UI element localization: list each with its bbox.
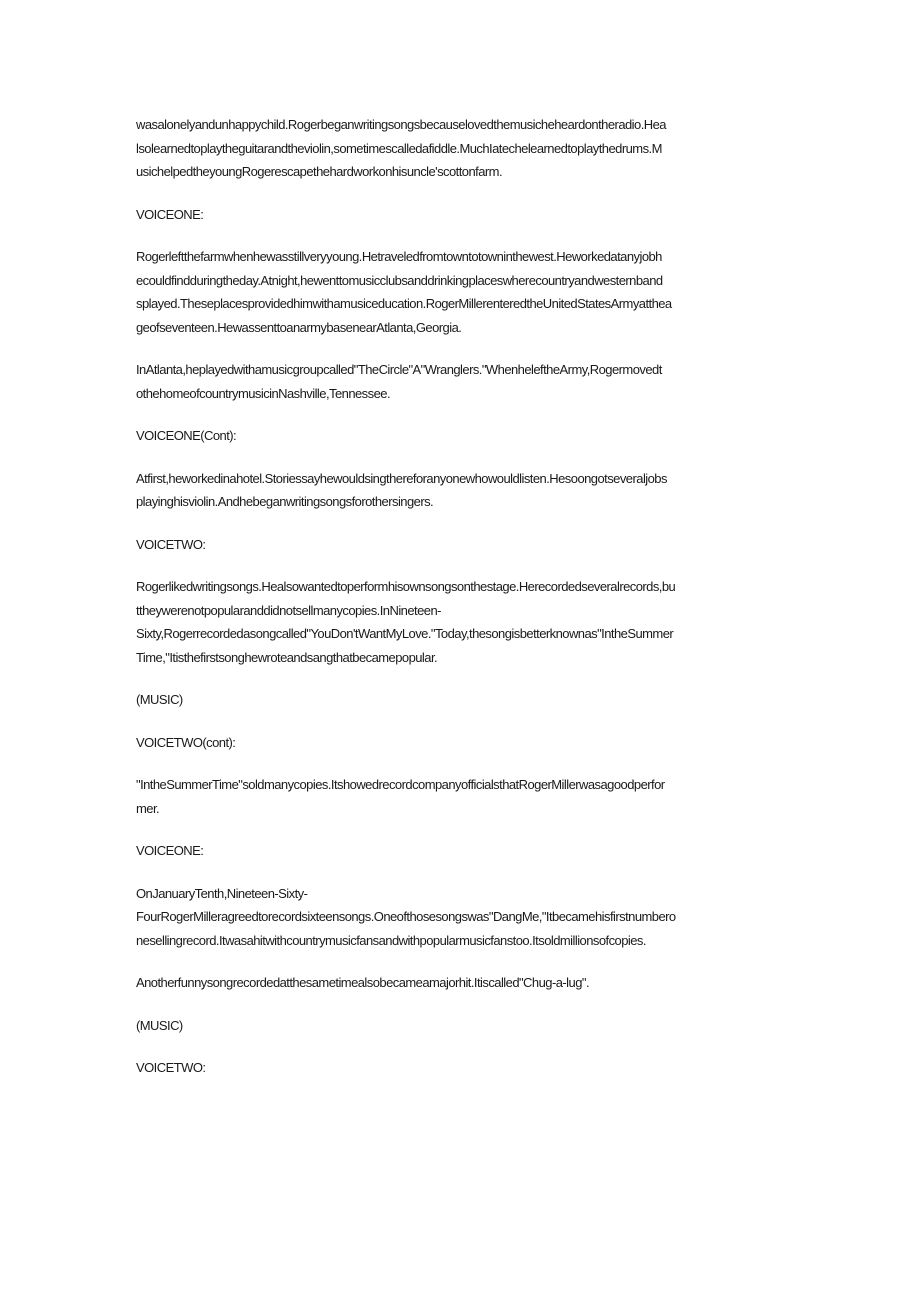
paragraph-body	[136, 575, 786, 669]
text-line: splayed.Theseplacesprovidedhimwithamusiceducation.RogerMillerenteredtheUnitedStatesArmyatthea	[136, 296, 672, 311]
paragraph-body	[136, 358, 786, 405]
text-line: wasalonelyandunhappychild.Rogerbeganwritingsongsbecauselovedthemusicheheardontheradio.Hea	[136, 117, 666, 132]
text-line: othehomeofcountrymusicinNashville,Tennessee.	[136, 385, 391, 401]
speaker-label	[136, 839, 786, 863]
stage-direction	[136, 1014, 786, 1038]
text-line: (MUSIC)	[136, 1017, 183, 1033]
text-line: Rogerleftthefarmwhenhewasstillveryyoung.Hetraveledfromtowntotowninthewest.Heworkedatanyjobh	[136, 249, 662, 264]
text-line: (MUSIC)	[136, 692, 183, 707]
text-line: Time,"Itisthefirstsonghewroteandsangthatbecamepopular.	[136, 649, 438, 665]
text-line: usichelpedtheyoungRogerescapethehardworkonhisuncle'scottonfarm.	[136, 164, 503, 179]
text-line: VOICETWO:	[136, 1060, 206, 1075]
text-line: Rogerlikedwritingsongs.Healsowantedtoperformhisownsongsonthestage.Herecordedseveralrecords,bu	[136, 579, 676, 594]
text-line: Sixty,Rogerrecordedasongcalled"YouDon'tWantMyLove."Today,thesongisbetterknownas"IntheSummer	[136, 626, 674, 641]
text-line: playinghisviolin.Andhebeganwritingsongsforothersingers.	[136, 494, 434, 509]
text-line: nesellingrecord.Itwasahitwithcountrymusicfansandwithpopularmusicfanstoo.Itsoldmillionsofcopies.	[136, 932, 646, 948]
text-line: VOICEONE:	[136, 206, 204, 222]
speaker-label	[136, 533, 786, 557]
text-line: ecouldfindduringtheday.Atnight,hewenttomusicclubsanddrinkingplaceswherecountryandwesternband	[136, 272, 663, 288]
speaker-label	[136, 203, 786, 227]
text-line: VOICEONE(Cont):	[136, 428, 237, 443]
text-line: Atfirst,heworkedinahotel.Storiessayhewouldsingthereforanyonewhowouldlisten.Hesoongotseveraljobs	[136, 470, 667, 486]
text-line: VOICETWO(cont):	[136, 734, 236, 750]
paragraph-body	[136, 245, 786, 339]
speaker-label	[136, 424, 786, 448]
text-line: VOICEONE:	[136, 843, 204, 858]
text-line: FourRogerMilleragreedtorecordsixteensongs.Oneofthosesongswas"DangMe,"Itbecamehisfirstnumbero	[136, 909, 676, 924]
document-body	[136, 113, 786, 1099]
paragraph-body	[136, 971, 786, 995]
paragraph-body	[136, 113, 786, 184]
text-line: ttheywerenotpopularanddidnotsellmanycopies.InNineteen-	[136, 602, 441, 618]
paragraph-body	[136, 773, 786, 820]
paragraph-body	[136, 467, 786, 514]
text-line: VOICETWO:	[136, 536, 206, 552]
text-line: Anotherfunnysongrecordedatthesametimealsobecameamajorhit.Itiscalled"Chug-a-lug".	[136, 975, 590, 990]
speaker-label	[136, 1056, 786, 1080]
paragraph-body	[136, 882, 786, 953]
text-line: InAtlanta,heplayedwithamusicgroupcalled"TheCircle"A"Wranglers."WhenheleftheArmy,Rogermovedt	[136, 362, 662, 377]
text-line: OnJanuaryTenth,Nineteen-Sixty-	[136, 885, 308, 901]
text-line: lsolearnedtoplaytheguitarandtheviolin,sometimescalledafiddle.MuchIatechelearnedtoplaythedrums.M	[136, 140, 662, 156]
text-line: "IntheSummerTime"soldmanycopies.ItshowedrecordcompanyofficialsthatRogerMillerwasagoodperfor	[136, 777, 665, 792]
text-line: geofseventeen.HewassenttoanarmybasenearAtlanta,Georgia.	[136, 319, 462, 335]
speaker-label	[136, 731, 786, 755]
text-line: mer.	[136, 800, 160, 816]
stage-direction	[136, 688, 786, 712]
